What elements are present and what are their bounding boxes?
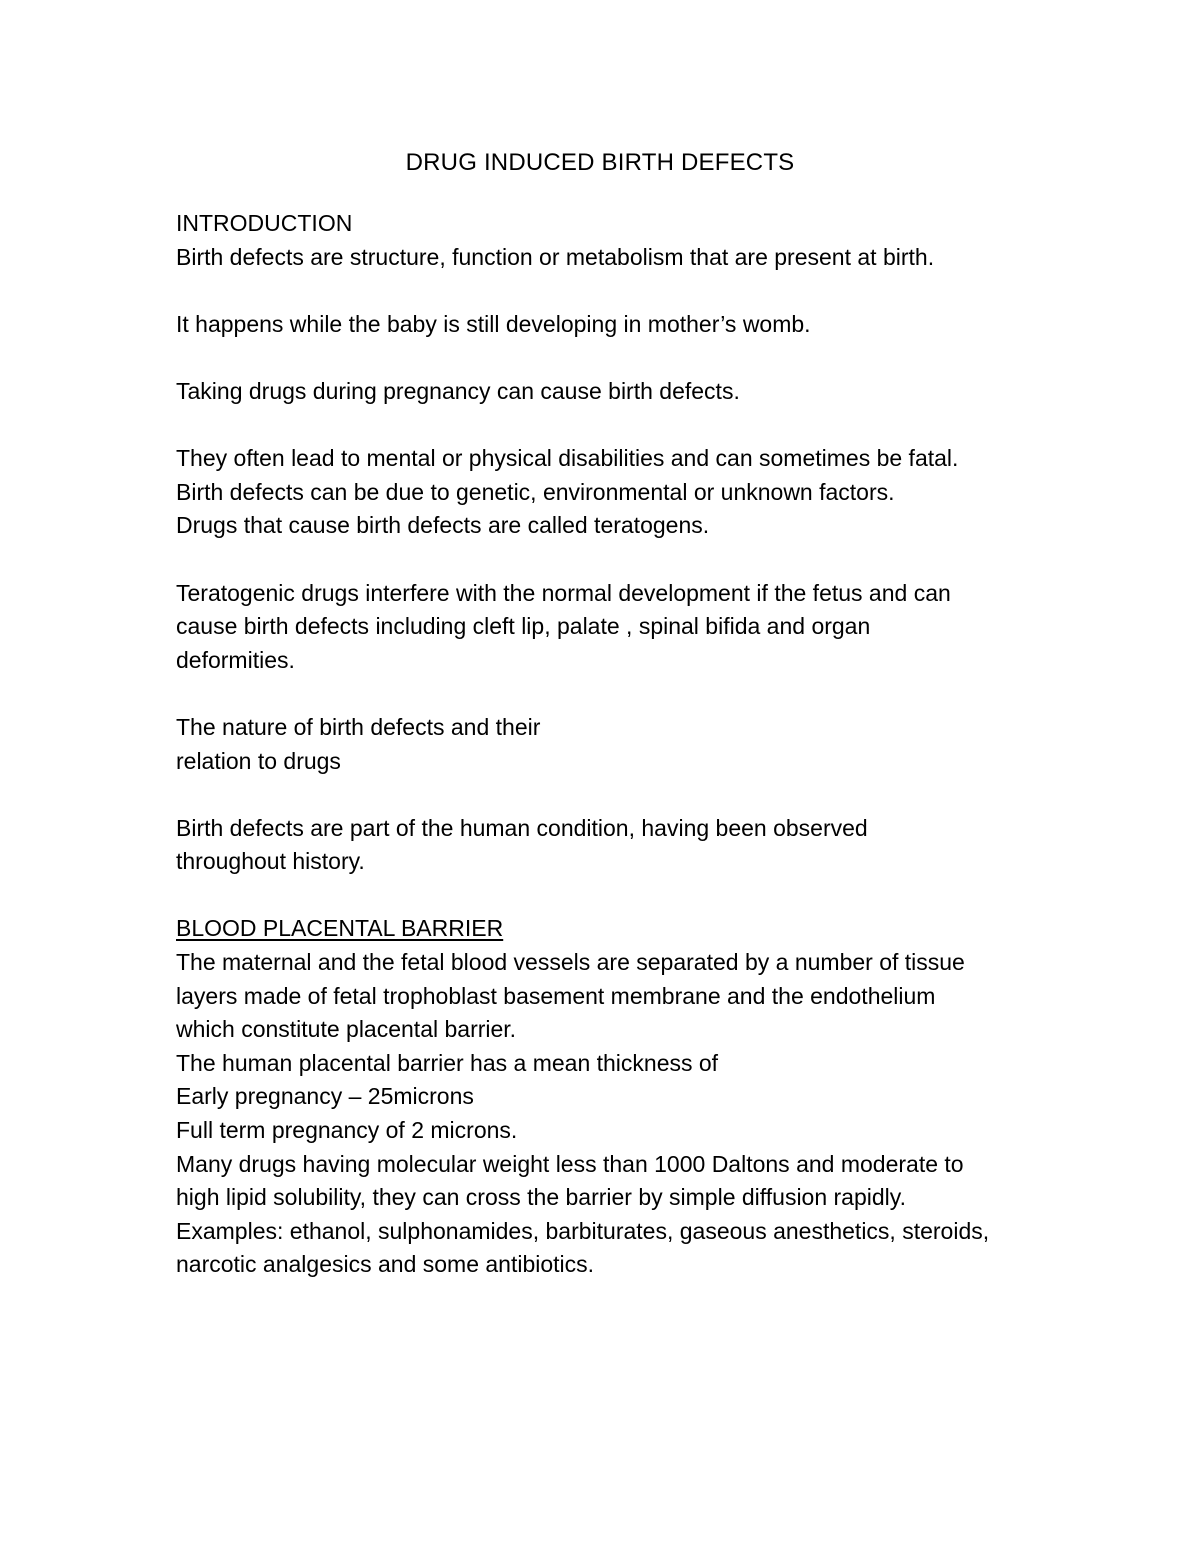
paragraph-line: Many drugs having molecular weight less than 1000 Daltons and moderate to xyxy=(176,1150,964,1177)
document-title: DRUG INDUCED BIRTH DEFECTS xyxy=(405,149,795,176)
paragraph-line: Drugs that cause birth defects are called teratogens. xyxy=(176,512,710,539)
paragraph-line: The human placental barrier has a mean thickness of xyxy=(176,1049,719,1076)
paragraph-gap xyxy=(176,341,1076,375)
paragraph-line: high lipid solubility, they can cross the barrier by simple diffusion rapidly. xyxy=(176,1184,906,1211)
document-body xyxy=(176,207,1076,1282)
paragraph-gap xyxy=(176,543,1076,577)
paragraph-gap xyxy=(176,677,1076,711)
paragraph-line: layers made of fetal trophoblast basement membrane and the endothelium xyxy=(176,982,936,1009)
paragraph-line: The nature of birth defects and their xyxy=(176,713,541,740)
paragraph-line: Birth defects are part of the human condition, having been observed xyxy=(176,814,868,841)
section-heading-blood-placental-barrier: BLOOD PLACENTAL BARRIER xyxy=(176,915,504,942)
paragraph-line: narcotic analgesics and some antibiotics. xyxy=(176,1251,595,1278)
paragraph-line: Teratogenic drugs interfere with the normal development if the fetus and can xyxy=(176,579,951,606)
paragraph-gap xyxy=(176,409,1076,443)
paragraph-line: Birth defects are structure, function or metabolism that are present at birth. xyxy=(176,243,935,270)
paragraph-line: throughout history. xyxy=(176,848,365,875)
paragraph-line: Birth defects can be due to genetic, environmental or unknown factors. xyxy=(176,478,895,505)
section-heading-introduction: INTRODUCTION xyxy=(176,210,353,236)
paragraph-line: Examples: ethanol, sulphonamides, barbiturates, gaseous anesthetics, steroids, xyxy=(176,1217,990,1244)
paragraph-line: cause birth defects including cleft lip, palate , spinal bifida and organ xyxy=(176,613,871,640)
paragraph-line: Early pregnancy – 25microns xyxy=(176,1083,474,1110)
paragraph-line: which constitute placental barrier. xyxy=(176,1016,517,1043)
paragraph-gap xyxy=(176,778,1076,812)
paragraph-line: Full term pregnancy of 2 microns. xyxy=(176,1117,518,1144)
paragraph-line: The maternal and the fetal blood vessels are separated by a number of tissue xyxy=(176,949,965,976)
paragraph-line: It happens while the baby is still developing in mother’s womb. xyxy=(176,310,811,337)
paragraph-line: Taking drugs during pregnancy can cause birth defects. xyxy=(176,377,740,404)
paragraph-line: relation to drugs xyxy=(176,747,341,774)
paragraph-gap xyxy=(176,879,1076,913)
paragraph-line: deformities. xyxy=(176,646,295,673)
paragraph-line: They often lead to mental or physical disabilities and can sometimes be fatal. xyxy=(176,445,959,472)
paragraph-gap xyxy=(176,274,1076,308)
